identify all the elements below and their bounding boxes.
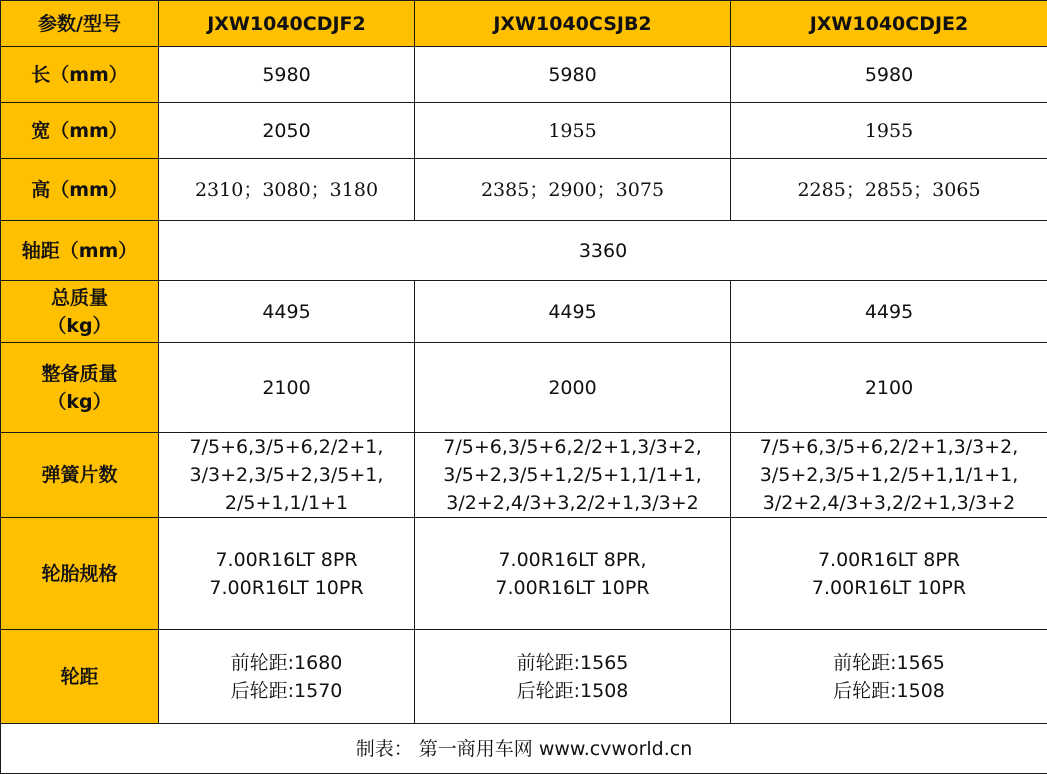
track-value-3 bbox=[731, 630, 1047, 724]
leaf-springs-value-2 bbox=[415, 433, 731, 518]
tires-value-2 bbox=[415, 518, 731, 630]
height-value-1: 2310；3080；3180 bbox=[159, 159, 415, 221]
leaf-springs-3-line-3: 3/2+2,4/3+3,2/2+1,3/3+2 bbox=[762, 492, 1016, 514]
tires-2-line-1: 7.00R16LT 8PR, bbox=[498, 548, 647, 571]
tires-value-3 bbox=[731, 518, 1047, 630]
leaf-springs-value-3 bbox=[731, 433, 1047, 518]
track-2-line-1: 前轮距:1565 bbox=[516, 651, 629, 674]
tires-1-line-2: 7.00R16LT 10PR bbox=[209, 576, 364, 599]
row-label-curb-mass bbox=[1, 343, 159, 433]
height-value-2: 2385；2900；3075 bbox=[415, 159, 731, 221]
tires-3-line-1: 7.00R16LT 8PR bbox=[817, 548, 961, 571]
tires-1-line-1: 7.00R16LT 8PR bbox=[215, 548, 358, 571]
row-width bbox=[1, 103, 1047, 159]
track-1-line-1: 前轮距:1680 bbox=[230, 651, 343, 674]
gross-mass-value-3: 4495 bbox=[731, 281, 1047, 343]
table-credit: 制表： 第一商用车网 www.cvworld.cn bbox=[1, 724, 1047, 774]
tires-3-line-2: 7.00R16LT 10PR bbox=[811, 576, 967, 599]
gross-mass-value-2: 4495 bbox=[415, 281, 731, 343]
gross-mass-value-1: 4495 bbox=[159, 281, 415, 343]
row-label-track: 轮距 bbox=[1, 630, 159, 724]
width-value-1: 2050 bbox=[159, 103, 415, 159]
leaf-springs-1-line-2: 3/3+2,3/5+2,3/5+1, bbox=[189, 464, 384, 486]
model-1-header: JXW1040CDJF2 bbox=[159, 1, 415, 47]
length-value-3: 5980 bbox=[731, 47, 1047, 103]
row-height bbox=[1, 159, 1047, 221]
model-2-header: JXW1040CSJB2 bbox=[415, 1, 731, 47]
row-leaf-springs bbox=[1, 433, 1047, 518]
row-label-wheelbase: 轴距（mm） bbox=[1, 221, 159, 281]
row-curb-mass bbox=[1, 343, 1047, 433]
wheelbase-value: 3360 bbox=[159, 221, 1047, 281]
model-3-header: JXW1040CDJE2 bbox=[731, 1, 1047, 47]
row-label-gross-mass bbox=[1, 281, 159, 343]
leaf-springs-3-line-2: 3/5+2,3/5+1,2/5+1,1/1+1, bbox=[759, 464, 1019, 486]
row-label-tires: 轮胎规格 bbox=[1, 518, 159, 630]
row-label-leaf-springs: 弹簧片数 bbox=[1, 433, 159, 518]
leaf-springs-1-line-3: 2/5+1,1/1+1 bbox=[224, 492, 349, 514]
gross-mass-label-line-1: 总质量 bbox=[50, 286, 108, 309]
tires-value-1 bbox=[159, 518, 415, 630]
track-value-1 bbox=[159, 630, 415, 724]
length-value-1: 5980 bbox=[159, 47, 415, 103]
track-1-line-2: 后轮距:1570 bbox=[230, 679, 343, 702]
leaf-springs-1-line-1: 7/5+6,3/5+6,2/2+1, bbox=[189, 436, 384, 458]
curb-mass-label-line-1: 整备质量 bbox=[41, 362, 118, 385]
header-label: 参数/型号 bbox=[1, 1, 159, 47]
header-row bbox=[1, 1, 1047, 47]
row-gross-mass bbox=[1, 281, 1047, 343]
footer-row bbox=[1, 724, 1047, 774]
row-track bbox=[1, 630, 1047, 724]
track-3-line-1: 前轮距:1565 bbox=[833, 651, 945, 674]
curb-mass-value-2: 2000 bbox=[415, 343, 731, 433]
width-value-3: 1955 bbox=[731, 103, 1047, 159]
row-label-height: 高（mm） bbox=[1, 159, 159, 221]
track-2-line-2: 后轮距:1508 bbox=[516, 679, 629, 702]
row-wheelbase bbox=[1, 221, 1047, 281]
track-value-2 bbox=[415, 630, 731, 724]
curb-mass-value-3: 2100 bbox=[731, 343, 1047, 433]
track-3-line-2: 后轮距:1508 bbox=[833, 679, 945, 702]
curb-mass-label-line-2: （kg） bbox=[47, 390, 112, 413]
leaf-springs-2-line-3: 3/2+2,4/3+3,2/2+1,3/3+2 bbox=[446, 492, 699, 514]
row-label-width: 宽（mm） bbox=[1, 103, 159, 159]
height-value-3: 2285；2855；3065 bbox=[731, 159, 1047, 221]
leaf-springs-2-line-2: 3/5+2,3/5+1,2/5+1,1/1+1, bbox=[443, 464, 702, 486]
gross-mass-label-line-2: （kg） bbox=[47, 314, 112, 337]
leaf-springs-value-1 bbox=[159, 433, 415, 518]
curb-mass-value-1: 2100 bbox=[159, 343, 415, 433]
length-value-2: 5980 bbox=[415, 47, 731, 103]
tires-2-line-2: 7.00R16LT 10PR bbox=[495, 576, 650, 599]
row-tires bbox=[1, 518, 1047, 630]
width-value-2: 1955 bbox=[415, 103, 731, 159]
leaf-springs-2-line-1: 7/5+6,3/5+6,2/2+1,3/3+2, bbox=[443, 436, 702, 458]
leaf-springs-3-line-1: 7/5+6,3/5+6,2/2+1,3/3+2, bbox=[759, 436, 1019, 458]
row-length bbox=[1, 47, 1047, 103]
row-label-length: 长（mm） bbox=[1, 47, 159, 103]
